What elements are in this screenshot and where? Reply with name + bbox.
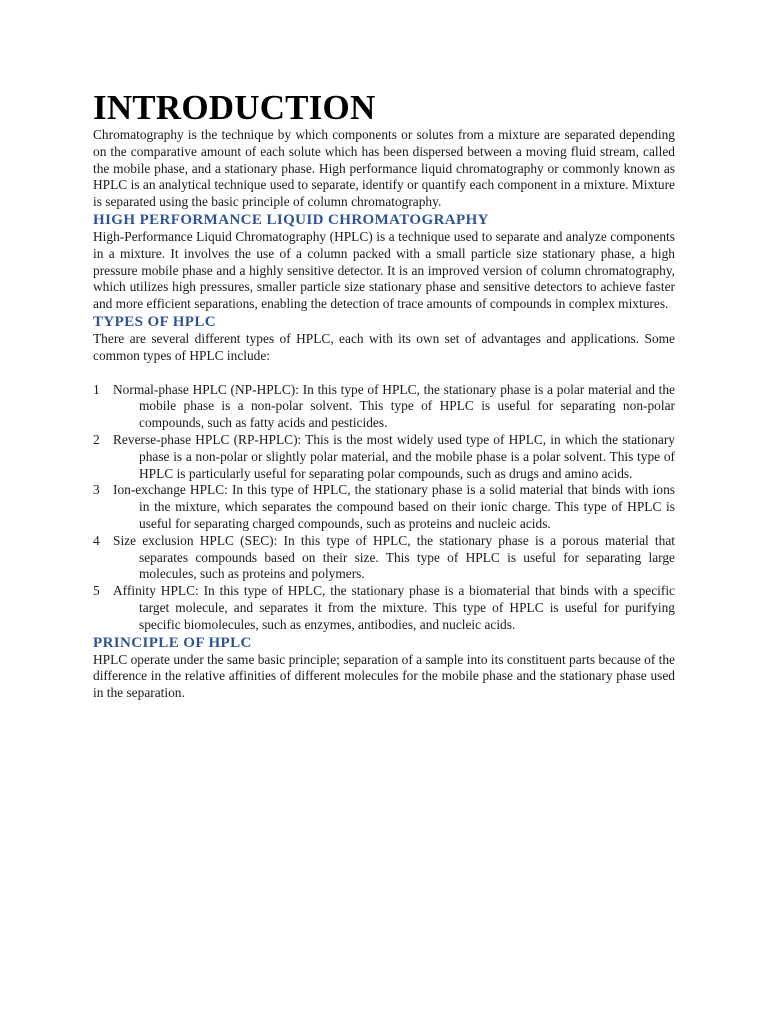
list-item — [93, 382, 675, 432]
list-item — [93, 583, 675, 633]
spacer — [93, 365, 675, 382]
section-heading-types: TYPES OF HPLC — [93, 313, 216, 330]
section-heading-hplc: HIGH PERFORMANCE LIQUID CHROMATOGRAPHY — [93, 211, 489, 228]
types-intro-paragraph: There are several different types of HPLC, each with its own set of advantages and applications. Some common types of HPLC include: — [93, 330, 675, 363]
document-page — [93, 88, 675, 702]
list-item-number: 1 — [93, 381, 100, 397]
hplc-paragraph: High-Performance Liquid Chromatography (HPLC) is a technique used to separate and analyze components in a mixture. It involves the use of a column packed with a small particle size stationary phase, a high pressure mobile phase and a highly sensitive detector. It is an improved version of column chromatography, which utilizes high pressures, smaller particle size stationary phase and sensitive detectors to achieve faster and more efficient separations, enabling the detection of trace amounts of compounds in complex mixtures. — [93, 228, 675, 312]
list-item — [93, 482, 675, 532]
list-item — [93, 432, 675, 482]
intro-paragraph: Chromatography is the technique by which components or solutes from a mixture are separated depending on the comparative amount of each solute which has been dispersed between a moving fluid stream, called the mobile phase, and a stationary phase. High performance liquid chromatography or commonly known as HPLC is an analytical technique used to separate, identify or quantify each component in a mixture. Mixture is separated using the basic principle of column chromatography. — [93, 127, 675, 210]
list-item-number: 3 — [93, 482, 100, 498]
list-item-number: 5 — [93, 583, 100, 599]
types-list — [93, 382, 675, 634]
principle-paragraph: HPLC operate under the same basic principle; separation of a sample into its constituent parts because of the difference in the relative affinities of different molecules for the mobile phase and the stationary phase used in the separation. — [93, 651, 675, 701]
list-item-text: Size exclusion HPLC (SEC): In this type of HPLC, the stationary phase is a porous material that separates compounds based on their size. This type of HPLC is useful for separating large molecules, such as proteins and polymers. — [113, 532, 675, 582]
list-item — [93, 533, 675, 583]
list-item-text: Ion-exchange HPLC: In this type of HPLC, the stationary phase is a solid material that binds with ions in the mixture, which separates the compound based on their ionic charge. This type of HPLC is useful for separating charged compounds, such as proteins and nucleic acids. — [113, 482, 675, 531]
list-item-text: Reverse-phase HPLC (RP-HPLC): This is the most widely used type of HPLC, in which the stationary phase is a non-polar or slightly polar material, and the mobile phase is a polar solvent. This type of HPLC is particularly useful for separating polar compounds, such as drugs and amino acids. — [113, 431, 675, 481]
list-item-number: 4 — [93, 532, 100, 548]
list-item-text: Affinity HPLC: In this type of HPLC, the stationary phase is a biomaterial that binds with a specific target molecule, and separates it from the mixture. This type of HPLC is useful for purifying specific biomolecules, such as enzymes, antibodies, and nucleic acids. — [113, 583, 675, 632]
page-title: INTRODUCTION — [93, 88, 376, 127]
list-item-number: 2 — [93, 431, 100, 447]
list-item-text: Normal-phase HPLC (NP-HPLC): In this type of HPLC, the stationary phase is a polar material and the mobile phase is a non-polar solvent. This type of HPLC is useful for separating non-polar compounds, such as fatty acids and pesticides. — [113, 381, 675, 431]
section-heading-principle: PRINCIPLE OF HPLC — [93, 634, 252, 651]
